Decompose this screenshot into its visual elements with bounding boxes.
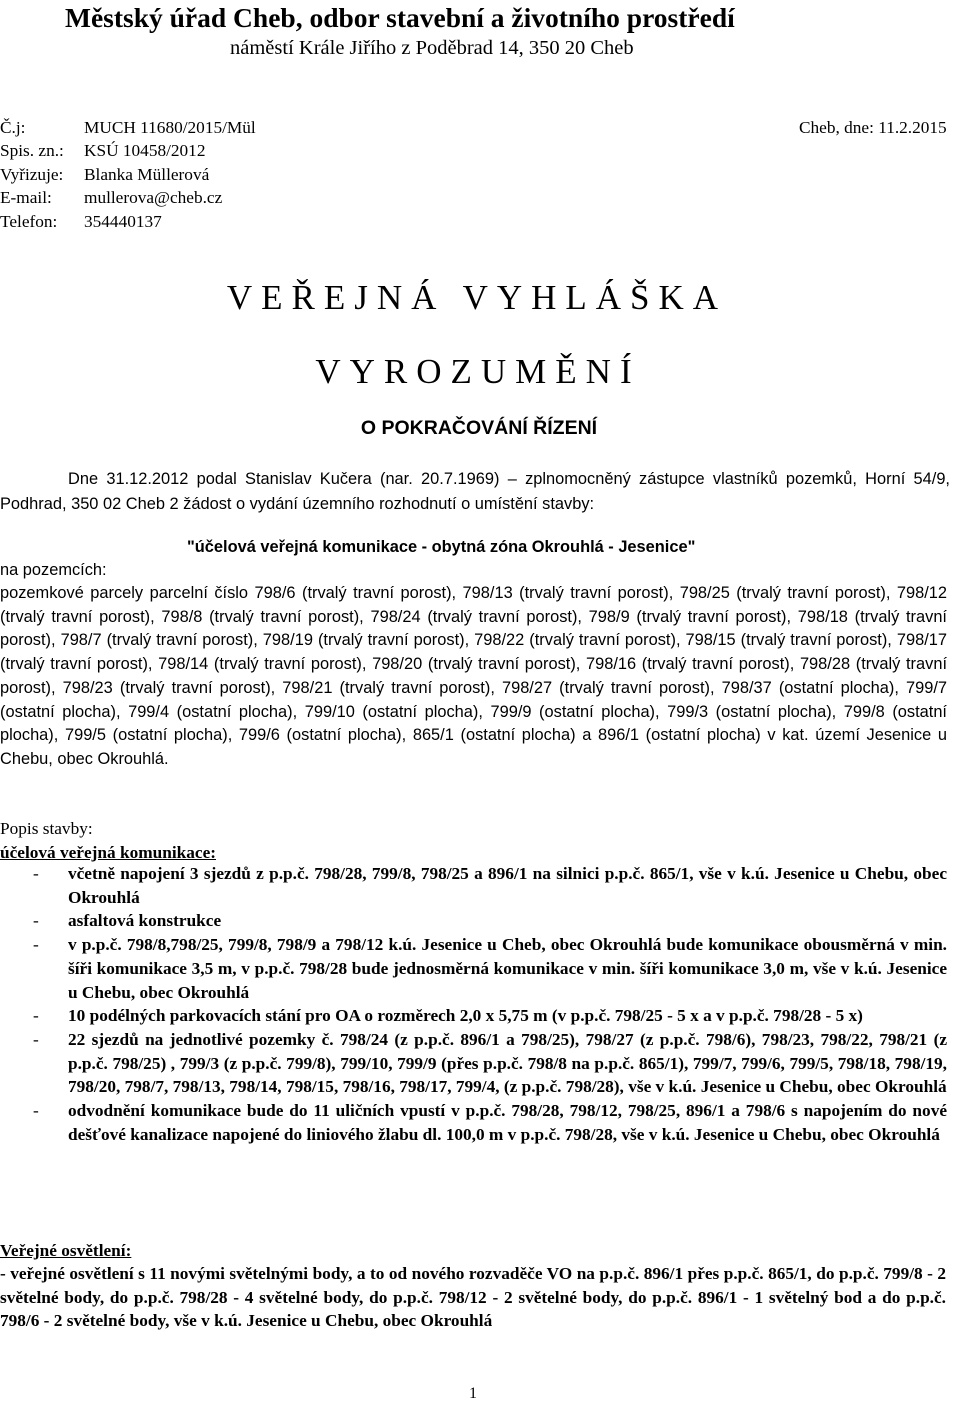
- email-value: mullerova@cheb.cz: [84, 188, 223, 207]
- notification-heading: VYROZUMĚNÍ: [315, 352, 641, 391]
- phone-value: 354440137: [84, 212, 162, 231]
- list-item-text: odvodnění komunikace bude do 11 uličních vpustí v p.p.č. 798/28, 798/12, 798/25, 896/1 a 798/6 s napojením do nové dešťové kanalizace napojené do liniového žlabu dl. 100,0 m v p.p.č. 798/28, vše v k.ú. Jesenice u Chebu, obec Okrouhlá: [68, 1101, 947, 1144]
- reference-value: KSÚ 10458/2012: [84, 141, 206, 160]
- office-address: náměstí Krále Jiřího z Poděbrad 14, 350 20 Cheb: [230, 37, 634, 59]
- list-item-text: včetně napojení 3 sjezdů z p.p.č. 798/28, 799/8, 798/25 a 896/1 na silnici p.p.č. 865/1, vše v k.ú. Jesenice u Chebu, obec Okrouhlá: [68, 864, 947, 907]
- reference-label: E-mail:: [0, 188, 52, 207]
- list-item: [0, 1099, 947, 1146]
- list-item: [0, 1028, 947, 1099]
- lighting-paragraph: - veřejné osvětlení s 11 novými světelnými body, a to od nového rozvaděče VO na p.p.č. 896/1 přes p.p.č. 865/1, do p.p.č. 799/8 - 2 světelné body, do p.p.č. 798/28 - 4 světelné body, do p.p.č. 798/12 - 2 světelné body, do p.p.č. 896/1 - 1 světelný bod a do p.p.č. 798/6 - 2 světelné body, vše v k.ú. Jesenice u Chebu, obec Okrouhlá: [0, 1264, 946, 1331]
- list-dash: -: [33, 864, 39, 883]
- list-item: [0, 933, 947, 1004]
- reference-value: Blanka Müllerová: [84, 165, 210, 184]
- parcels-paragraph: pozemkové parcely parcelní číslo 798/6 (trvalý travní porost), 798/13 (trvalý travní porost), 798/25 (trvalý travní porost), 798/12 (trvalý travní porost), 798/8 (trvalý travní porost), 798/24 (trvalý travní porost), 798/9 (trvalý travní porost), 798/18 (trvalý travní porost), 798/7 (trvalý travní porost), 798/19 (trvalý travní porost), 798/22 (trvalý travní porost), 798/15 (trvalý travní porost), 798/17 (trvalý travní porost), 798/14 (trvalý travní porost), 798/20 (trvalý travní porost), 798/16 (trvalý travní porost), 798/28 (trvalý travní porost), 798/23 (trvalý travní porost), 798/21 (trvalý travní porost), 798/27 (trvalý travní porost), 798/37 (ostatní plocha), 799/7 (ostatní plocha), 799/4 (ostatní plocha), 799/10 (ostatní plocha), 799/9 (ostatní plocha), 799/3 (ostatní plocha), 799/8 (ostatní plocha), 799/5 (ostatní plocha), 799/6 (ostatní plocha), 865/1 (ostatní plocha) a 896/1 (ostatní plocha) v kat. území Jesenice u Chebu, obec Okrouhlá.: [0, 584, 947, 768]
- document-date: Cheb, dne: 11.2.2015: [799, 118, 947, 137]
- list-item: [0, 1004, 947, 1028]
- lighting-section-title: Veřejné osvětlení:: [0, 1241, 132, 1260]
- list-dash: -: [33, 1029, 39, 1049]
- page-number: 1: [469, 1385, 477, 1402]
- road-section-title: účelová veřejná komunikace:: [0, 843, 216, 862]
- public-notice-heading: VEŘEJNÁ VYHLÁŠKA: [226, 278, 728, 317]
- reference-label: Vyřizuje:: [0, 165, 64, 184]
- list-item-text: 10 podélných parkovacích stání pro OA o rozměrech 2,0 x 5,75 m (v p.p.č. 798/25 - 5 x a v p.p.č. 798/28 - 5 x): [68, 1006, 863, 1026]
- list-item: [0, 909, 947, 933]
- continuation-heading: O POKRAČOVÁNÍ ŘÍZENÍ: [360, 417, 598, 439]
- intro-paragraph: Dne 31.12.2012 podal Stanislav Kučera (nar. 20.7.1969) – zplnomocněný zástupce vlastníků pozemků, Horní 54/9, Podhrad, 350 02 Cheb 2 žádost o vydání územního rozhodnutí o umístění stavby:: [0, 470, 950, 513]
- description-label: Popis stavby:: [0, 819, 93, 838]
- list-dash: -: [33, 935, 39, 955]
- list-item-text: v p.p.č. 798/8,798/25, 799/8, 798/9 a 798/12 k.ú. Jesenice u Cheb, obec Okrouhlá bude komunikace obousměrná v min. šíři komunikace 3,5 m, v p.p.č. 798/28 bude jednosměrná komunikace v min. šíři komunikace 3,0 m, vše v k.ú. Jesenice u Chebu, obec Okrouhlá: [68, 935, 947, 1002]
- road-items-list: [0, 862, 947, 1146]
- office-name: Městský úřad Cheb, odbor stavební a životního prostředí: [65, 2, 735, 33]
- reference-value: MUCH 11680/2015/Mül: [84, 118, 256, 137]
- parcels-label: na pozemcích:: [0, 561, 107, 579]
- reference-label: Telefon:: [0, 212, 58, 231]
- reference-label: Spis. zn.:: [0, 141, 64, 160]
- list-item-text: asfaltová konstrukce: [68, 911, 222, 931]
- list-dash: -: [33, 1101, 39, 1121]
- reference-label: Č.j:: [0, 118, 26, 137]
- project-title: "účelová veřejná komunikace - obytná zóna Okrouhlá - Jesenice": [187, 538, 696, 556]
- list-item: [0, 862, 947, 909]
- list-dash: -: [33, 911, 39, 931]
- list-dash: -: [33, 1006, 39, 1026]
- list-item-text: 22 sjezdů na jednotlivé pozemky č. 798/24 (z p.p.č. 896/1 a 798/25), 798/27 (z p.p.č. 798/6), 798/23, 798/22, 798/21 (z p.p.č. 798/25) , 799/3 (z p.p.č. 799/8), 799/10, 799/9 (přes p.p.č. 798/8 na p.p.č. 865/1), 799/7, 799/6, 799/5, 798/18, 798/19, 798/20, 798/7, 798/13, 798/14, 798/15, 798/16, 798/17, 799/4, (z p.p.č. 798/28), vše v k.ú. Jesenice u Chebu, obec Okrouhlá: [68, 1029, 947, 1097]
